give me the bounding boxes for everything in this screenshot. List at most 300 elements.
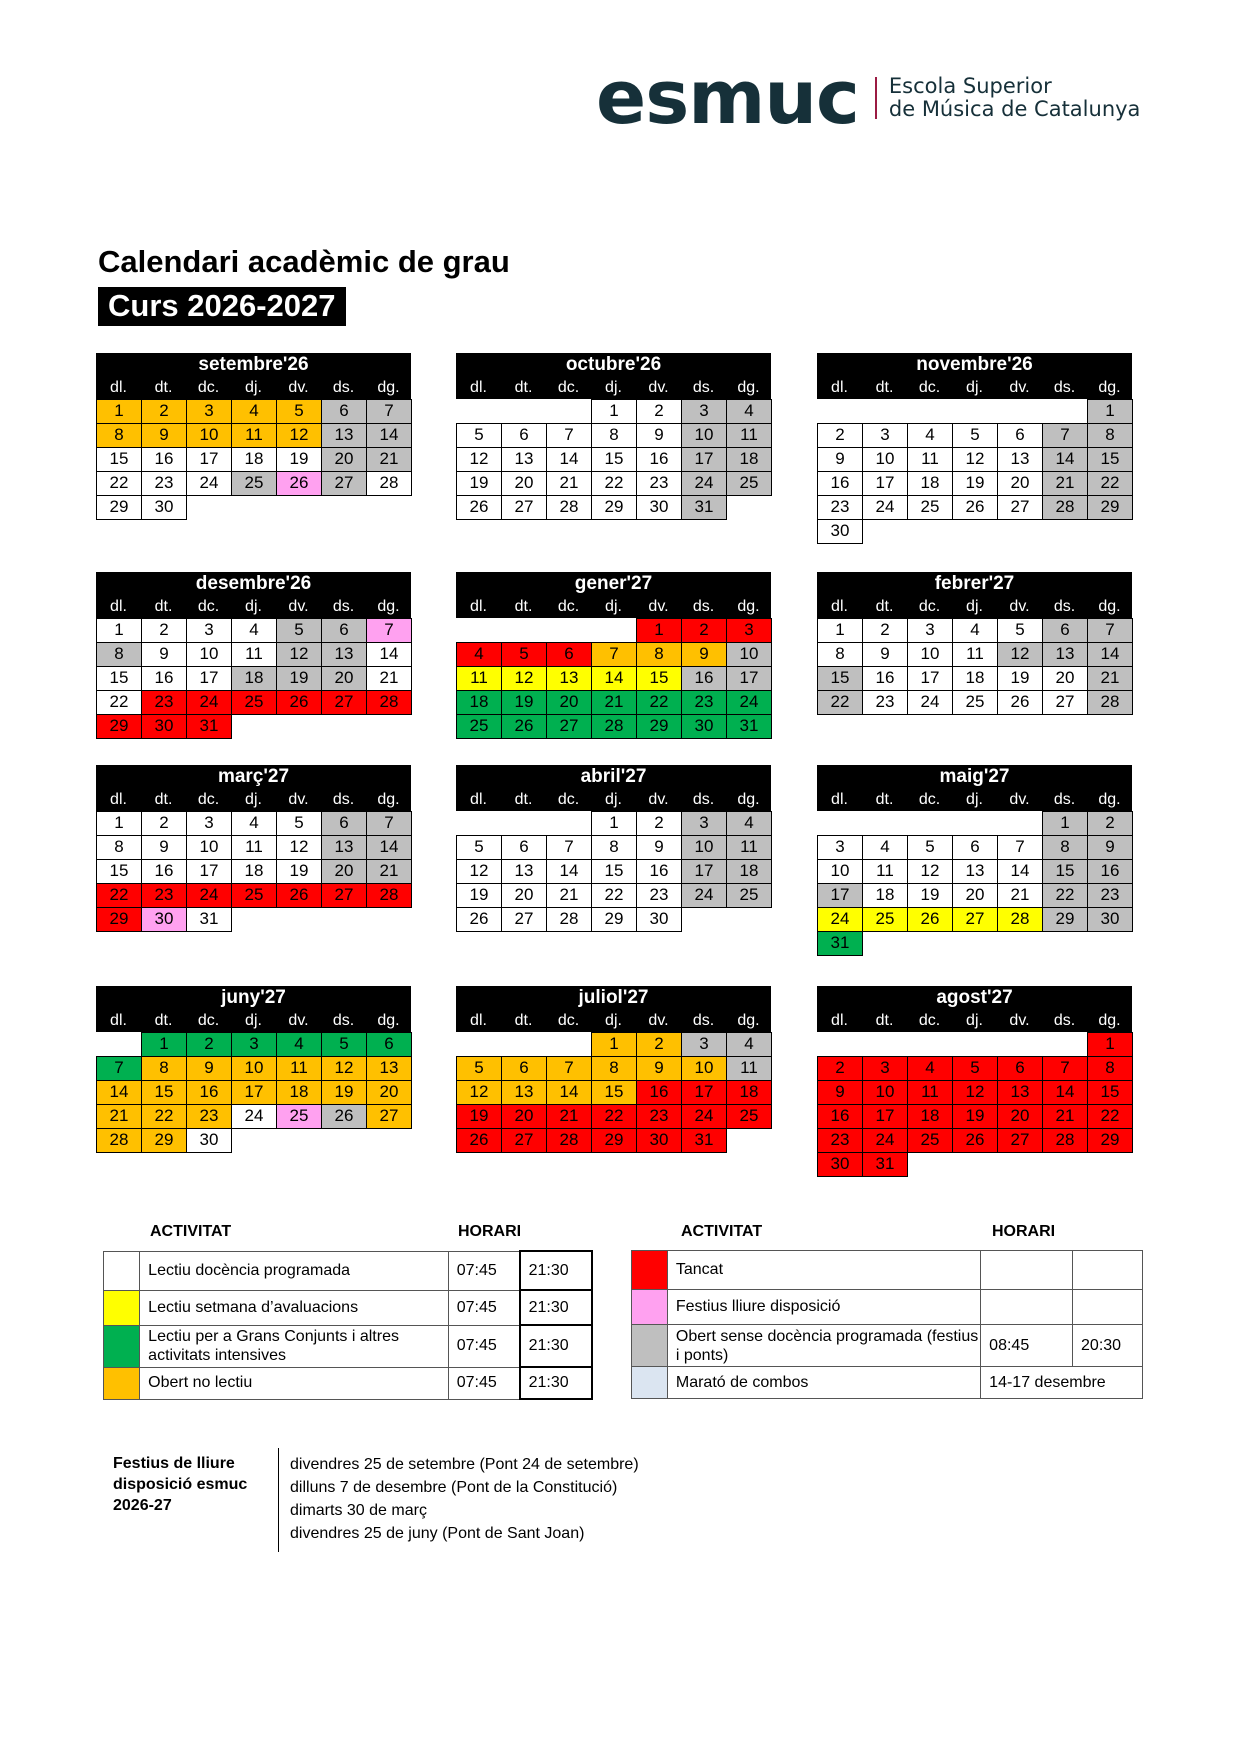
festius-item: dilluns 7 de desembre (Pont de la Constitució) [290, 1479, 618, 1496]
day-cell: 30 [1087, 907, 1133, 932]
day-cell: 3 [907, 618, 953, 643]
month-title: agost'27 [817, 986, 1132, 1010]
empty-cell [456, 399, 501, 423]
day-cell: 16 [862, 666, 908, 691]
day-cell: 17 [726, 666, 772, 691]
day-cell: 3 [862, 1056, 908, 1081]
weekday-label: dl. [110, 791, 127, 808]
day-cell: 27 [997, 1128, 1043, 1153]
legend-time-from: 07:45 [448, 1290, 519, 1325]
day-cell: 14 [366, 642, 412, 667]
day-cell: 29 [96, 714, 142, 739]
weekday-label: dv. [288, 379, 309, 396]
day-cell: 5 [321, 1032, 367, 1057]
day-cell: 19 [997, 666, 1043, 691]
day-cell: 5 [456, 423, 502, 448]
day-cell: 5 [276, 399, 322, 424]
day-cell: 28 [1087, 690, 1133, 715]
festius-item: dimarts 30 de març [290, 1502, 427, 1519]
day-cell: 14 [366, 835, 412, 860]
day-cell: 29 [1087, 1128, 1133, 1153]
month-calendar [456, 572, 771, 738]
day-cell: 4 [862, 835, 908, 860]
day-cell: 26 [276, 471, 322, 496]
day-cell: 16 [141, 859, 187, 884]
day-cell: 25 [231, 471, 277, 496]
festius-item: divendres 25 de setembre (Pont 24 de setembre) [290, 1456, 639, 1473]
day-cell: 18 [907, 1104, 953, 1129]
day-cell: 19 [276, 447, 322, 472]
day-cell: 8 [96, 423, 142, 448]
day-cell: 25 [952, 690, 998, 715]
day-cell: 14 [997, 859, 1043, 884]
day-cell: 30 [141, 907, 187, 932]
day-cell: 25 [907, 1128, 953, 1153]
month-title: gener'27 [456, 572, 771, 596]
legend-time-to: 20:30 [1073, 1325, 1143, 1367]
day-cell: 1 [1042, 811, 1088, 836]
month-title: febrer'27 [817, 572, 1132, 596]
day-cell: 6 [321, 811, 367, 836]
day-grid [96, 1032, 411, 1152]
day-cell: 16 [141, 666, 187, 691]
festius-item: divendres 25 de juny (Pont de Sant Joan) [290, 1525, 585, 1542]
day-cell: 7 [546, 835, 592, 860]
day-cell: 30 [141, 714, 187, 739]
empty-cell [907, 399, 952, 423]
day-cell: 21 [366, 447, 412, 472]
day-cell: 23 [141, 471, 187, 496]
weekday-label: dt. [875, 791, 894, 808]
empty-cell [997, 399, 1042, 423]
empty-cell [862, 399, 907, 423]
weekday-header [456, 596, 771, 618]
month-title: setembre'26 [96, 353, 411, 377]
day-cell: 28 [546, 907, 592, 932]
day-cell: 12 [456, 447, 502, 472]
legend-swatch [632, 1290, 668, 1325]
day-cell: 21 [1087, 666, 1133, 691]
day-cell: 28 [546, 1128, 592, 1153]
day-cell: 6 [501, 1056, 547, 1081]
day-cell: 19 [456, 1104, 502, 1129]
logo-line-1: Escola Superior [888, 74, 1052, 98]
day-cell: 27 [501, 1128, 547, 1153]
weekday-label: dl. [470, 791, 487, 808]
legend-label: Marató de combos [667, 1367, 980, 1399]
day-cell: 23 [1087, 883, 1133, 908]
day-cell: 7 [366, 618, 412, 643]
weekday-label: dj. [966, 791, 983, 808]
day-cell: 23 [862, 690, 908, 715]
weekday-label: dc. [197, 1012, 220, 1029]
day-cell: 11 [952, 642, 998, 667]
weekday-label: dt. [514, 379, 533, 396]
day-cell: 17 [681, 1080, 727, 1105]
day-cell: 20 [366, 1080, 412, 1105]
day-cell: 9 [862, 642, 908, 667]
day-cell: 21 [366, 666, 412, 691]
day-cell: 13 [501, 1080, 547, 1105]
legend-row [632, 1367, 1143, 1399]
day-cell: 26 [276, 883, 322, 908]
day-cell: 13 [321, 642, 367, 667]
day-cell: 30 [141, 495, 187, 520]
day-cell: 20 [501, 471, 547, 496]
month-calendar [456, 986, 771, 1152]
month-title: març'27 [96, 765, 411, 789]
day-cell: 22 [1042, 883, 1088, 908]
day-cell: 28 [96, 1128, 142, 1153]
day-cell: 13 [546, 666, 592, 691]
day-cell: 23 [817, 495, 863, 520]
weekday-label: ds. [332, 1012, 355, 1029]
weekday-label: dg. [737, 379, 760, 396]
day-cell: 26 [456, 1128, 502, 1153]
weekday-label: ds. [332, 379, 355, 396]
day-cell: 31 [681, 1128, 727, 1153]
day-cell: 11 [907, 1080, 953, 1105]
day-cell: 14 [546, 1080, 592, 1105]
day-cell: 21 [591, 690, 637, 715]
day-cell: 7 [1087, 618, 1133, 643]
weekday-label: dc. [918, 379, 941, 396]
day-cell: 21 [546, 471, 592, 496]
weekday-label: dt. [875, 379, 894, 396]
weekday-label: dt. [514, 1012, 533, 1029]
day-cell: 28 [366, 883, 412, 908]
day-cell: 13 [952, 859, 998, 884]
day-cell: 2 [817, 423, 863, 448]
day-cell: 31 [862, 1152, 908, 1177]
weekday-label: dv. [1009, 598, 1030, 615]
day-cell: 2 [636, 1032, 682, 1057]
day-cell: 16 [817, 471, 863, 496]
day-cell: 11 [907, 447, 953, 472]
day-cell: 15 [817, 666, 863, 691]
day-cell: 30 [817, 519, 863, 544]
day-cell: 11 [231, 835, 277, 860]
weekday-header [96, 1010, 411, 1032]
day-cell: 15 [96, 666, 142, 691]
weekday-label: dj. [245, 379, 262, 396]
day-grid [817, 618, 1132, 714]
day-cell: 11 [231, 423, 277, 448]
day-cell: 5 [276, 811, 322, 836]
day-cell: 13 [997, 1080, 1043, 1105]
day-cell: 18 [726, 447, 772, 472]
legend-right-schedule-header: HORARI [992, 1223, 1056, 1240]
empty-cell [997, 811, 1042, 835]
day-cell: 27 [321, 883, 367, 908]
page-title: Calendari acadèmic de grau [98, 244, 510, 279]
day-cell: 25 [726, 1104, 772, 1129]
empty-cell [456, 811, 501, 835]
day-cell: 6 [1042, 618, 1088, 643]
day-cell: 11 [726, 423, 772, 448]
day-cell: 22 [96, 471, 142, 496]
day-cell: 26 [456, 907, 502, 932]
legend-time-to [1073, 1290, 1143, 1325]
empty-cell [456, 1032, 501, 1056]
day-cell: 13 [321, 835, 367, 860]
day-cell: 20 [321, 447, 367, 472]
day-cell: 29 [591, 1128, 637, 1153]
day-cell: 23 [817, 1128, 863, 1153]
weekday-header [96, 377, 411, 399]
day-cell: 4 [907, 1056, 953, 1081]
day-cell: 1 [636, 618, 682, 643]
weekday-label: dj. [605, 791, 622, 808]
day-cell: 15 [141, 1080, 187, 1105]
day-cell: 2 [141, 811, 187, 836]
day-cell: 31 [186, 907, 232, 932]
weekday-label: dg. [737, 791, 760, 808]
day-cell: 10 [186, 423, 232, 448]
weekday-label: dl. [831, 598, 848, 615]
day-cell: 31 [186, 714, 232, 739]
weekday-label: dv. [288, 1012, 309, 1029]
day-grid [456, 399, 771, 519]
day-cell: 7 [591, 642, 637, 667]
day-cell: 20 [321, 666, 367, 691]
day-cell: 21 [96, 1104, 142, 1129]
weekday-label: dg. [377, 598, 400, 615]
day-cell: 26 [321, 1104, 367, 1129]
day-cell: 6 [952, 835, 998, 860]
month-title: octubre'26 [456, 353, 771, 377]
weekday-header [817, 596, 1132, 618]
day-cell: 26 [501, 714, 547, 739]
day-cell: 14 [366, 423, 412, 448]
day-cell: 27 [321, 690, 367, 715]
day-cell: 16 [636, 1080, 682, 1105]
empty-cell [546, 1032, 591, 1056]
festius-list [290, 1453, 639, 1545]
empty-cell [456, 618, 501, 642]
month-title: juny'27 [96, 986, 411, 1010]
weekday-label: dg. [377, 791, 400, 808]
day-cell: 31 [681, 495, 727, 520]
empty-cell [817, 811, 862, 835]
day-cell: 19 [276, 859, 322, 884]
day-cell: 18 [726, 1080, 772, 1105]
day-cell: 11 [862, 859, 908, 884]
day-cell: 13 [997, 447, 1043, 472]
legend-time-to [1073, 1251, 1143, 1290]
legend-date-range: 14-17 desembre [981, 1367, 1143, 1399]
day-cell: 9 [681, 642, 727, 667]
empty-cell [1042, 1032, 1087, 1056]
day-cell: 16 [1087, 859, 1133, 884]
day-cell: 5 [456, 835, 502, 860]
legend-row [632, 1325, 1143, 1367]
day-cell: 12 [952, 447, 998, 472]
day-cell: 15 [96, 859, 142, 884]
weekday-label: dg. [1098, 1012, 1121, 1029]
day-cell: 17 [186, 666, 232, 691]
month-title: desembre'26 [96, 572, 411, 596]
month-calendar [817, 765, 1132, 955]
day-cell: 10 [681, 1056, 727, 1081]
day-cell: 3 [681, 399, 727, 424]
day-cell: 17 [862, 471, 908, 496]
month-calendar [456, 765, 771, 931]
legend-label: Festius lliure disposició [667, 1290, 980, 1325]
day-cell: 18 [231, 859, 277, 884]
day-cell: 19 [456, 883, 502, 908]
day-cell: 29 [141, 1128, 187, 1153]
day-cell: 21 [1042, 1104, 1088, 1129]
day-cell: 22 [1087, 471, 1133, 496]
day-cell: 21 [546, 1104, 592, 1129]
day-cell: 21 [1042, 471, 1088, 496]
day-cell: 4 [952, 618, 998, 643]
day-cell: 29 [591, 907, 637, 932]
day-cell: 25 [231, 690, 277, 715]
weekday-label: dc. [557, 791, 580, 808]
month-calendar [456, 353, 771, 519]
day-cell: 12 [456, 1080, 502, 1105]
day-cell: 14 [546, 447, 592, 472]
day-cell: 17 [681, 447, 727, 472]
weekday-label: dj. [966, 1012, 983, 1029]
day-cell: 30 [636, 907, 682, 932]
empty-cell [817, 399, 862, 423]
day-cell: 2 [681, 618, 727, 643]
day-cell: 22 [1087, 1104, 1133, 1129]
weekday-header [456, 377, 771, 399]
day-cell: 23 [141, 690, 187, 715]
day-cell: 15 [1087, 1080, 1133, 1105]
empty-cell [817, 1032, 862, 1056]
day-cell: 1 [96, 399, 142, 424]
legend-time-from: 07:45 [448, 1251, 519, 1290]
empty-cell [1042, 399, 1087, 423]
day-cell: 9 [817, 447, 863, 472]
day-cell: 9 [636, 1056, 682, 1081]
weekday-label: dl. [110, 598, 127, 615]
weekday-label: ds. [1053, 1012, 1076, 1029]
day-cell: 20 [952, 883, 998, 908]
day-cell: 25 [862, 907, 908, 932]
day-cell: 17 [186, 859, 232, 884]
day-cell: 20 [1042, 666, 1088, 691]
day-cell: 8 [141, 1056, 187, 1081]
day-cell: 10 [681, 423, 727, 448]
day-cell: 29 [1042, 907, 1088, 932]
day-cell: 20 [501, 1104, 547, 1129]
legend-swatch [104, 1290, 140, 1325]
day-cell: 20 [501, 883, 547, 908]
day-grid [456, 1032, 771, 1152]
weekday-label: ds. [692, 379, 715, 396]
day-cell: 28 [366, 690, 412, 715]
legend-left-table [103, 1250, 593, 1400]
day-cell: 24 [907, 690, 953, 715]
day-cell: 29 [636, 714, 682, 739]
day-cell: 6 [501, 835, 547, 860]
day-cell: 25 [456, 714, 502, 739]
weekday-label: dl. [831, 791, 848, 808]
day-cell: 30 [681, 714, 727, 739]
day-cell: 28 [546, 495, 592, 520]
day-cell: 9 [817, 1080, 863, 1105]
legend-row [104, 1290, 593, 1325]
day-cell: 9 [186, 1056, 232, 1081]
day-cell: 26 [907, 907, 953, 932]
day-cell: 26 [276, 690, 322, 715]
day-cell: 29 [96, 495, 142, 520]
day-cell: 15 [591, 1080, 637, 1105]
day-cell: 16 [817, 1104, 863, 1129]
day-cell: 20 [997, 471, 1043, 496]
day-cell: 1 [141, 1032, 187, 1057]
day-cell: 24 [681, 883, 727, 908]
day-cell: 24 [681, 1104, 727, 1129]
day-cell: 17 [231, 1080, 277, 1105]
legend-label: Tancat [667, 1251, 980, 1290]
weekday-label: dv. [648, 598, 669, 615]
weekday-label: dt. [875, 1012, 894, 1029]
day-cell: 3 [862, 423, 908, 448]
weekday-label: dc. [557, 379, 580, 396]
day-cell: 27 [952, 907, 998, 932]
day-cell: 27 [366, 1104, 412, 1129]
weekday-label: dt. [154, 379, 173, 396]
day-cell: 15 [591, 859, 637, 884]
day-cell: 5 [952, 423, 998, 448]
day-cell: 5 [276, 618, 322, 643]
empty-cell [862, 811, 907, 835]
day-cell: 8 [96, 835, 142, 860]
day-cell: 27 [1042, 690, 1088, 715]
weekday-header [817, 377, 1132, 399]
festius-label: Festius de lliure disposició esmuc 2026-27 [113, 1455, 248, 1514]
empty-cell [952, 399, 997, 423]
day-cell: 2 [636, 399, 682, 424]
day-cell: 12 [997, 642, 1043, 667]
day-cell: 27 [321, 471, 367, 496]
weekday-label: dv. [1009, 791, 1030, 808]
day-cell: 22 [636, 690, 682, 715]
day-cell: 2 [1087, 811, 1133, 836]
weekday-label: dj. [605, 379, 622, 396]
day-cell: 3 [817, 835, 863, 860]
day-cell: 18 [907, 471, 953, 496]
day-cell: 25 [726, 883, 772, 908]
day-cell: 26 [997, 690, 1043, 715]
day-cell: 24 [231, 1104, 277, 1129]
day-cell: 7 [96, 1056, 142, 1081]
weekday-label: dl. [831, 379, 848, 396]
day-cell: 8 [1087, 423, 1133, 448]
day-cell: 19 [952, 1104, 998, 1129]
weekday-label: dc. [197, 598, 220, 615]
day-cell: 13 [501, 447, 547, 472]
day-cell: 6 [997, 1056, 1043, 1081]
month-calendar [96, 572, 411, 738]
weekday-label: dl. [831, 1012, 848, 1029]
day-cell: 21 [997, 883, 1043, 908]
day-cell: 6 [997, 423, 1043, 448]
weekday-label: ds. [332, 598, 355, 615]
day-cell: 9 [141, 835, 187, 860]
day-cell: 18 [726, 859, 772, 884]
day-cell: 13 [501, 859, 547, 884]
weekday-label: dc. [918, 1012, 941, 1029]
day-grid [817, 811, 1132, 955]
